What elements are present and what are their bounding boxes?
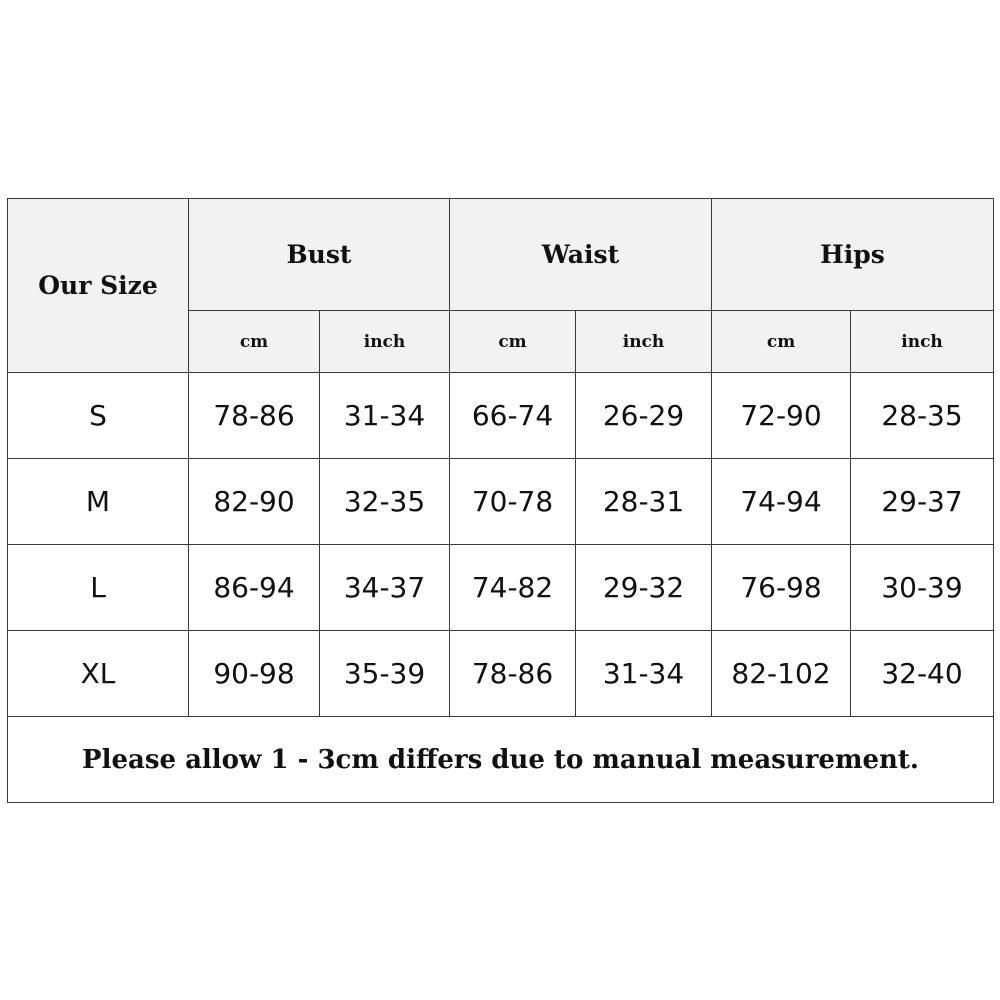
value-cell: 76-98 xyxy=(712,545,851,631)
table-row xyxy=(8,545,994,631)
value-cell: 86-94 xyxy=(189,545,320,631)
value-cell: 82-90 xyxy=(189,459,320,545)
value-cell: 31-34 xyxy=(576,631,712,717)
unit-header: inch xyxy=(851,311,994,373)
value-cell: 26-29 xyxy=(576,373,712,459)
value-cell: 70-78 xyxy=(450,459,576,545)
our-size-header: Our Size xyxy=(8,199,189,373)
value-cell: 74-82 xyxy=(450,545,576,631)
unit-header: inch xyxy=(576,311,712,373)
value-cell: 30-39 xyxy=(851,545,994,631)
unit-header: cm xyxy=(712,311,851,373)
value-cell: 28-35 xyxy=(851,373,994,459)
unit-header: cm xyxy=(450,311,576,373)
value-cell: 66-74 xyxy=(450,373,576,459)
note-row xyxy=(8,717,994,803)
hips-header: Hips xyxy=(712,199,994,311)
value-cell: 72-90 xyxy=(712,373,851,459)
value-cell: 28-31 xyxy=(576,459,712,545)
table-row xyxy=(8,631,994,717)
size-cell: XL xyxy=(8,631,189,717)
waist-header: Waist xyxy=(450,199,712,311)
measurement-note: Please allow 1 - 3cm differs due to manual measurement. xyxy=(8,717,994,803)
value-cell: 78-86 xyxy=(189,373,320,459)
size-cell: L xyxy=(8,545,189,631)
value-cell: 31-34 xyxy=(320,373,450,459)
header-group-row xyxy=(8,199,994,311)
value-cell: 34-37 xyxy=(320,545,450,631)
size-cell: S xyxy=(8,373,189,459)
bust-header: Bust xyxy=(189,199,450,311)
unit-header: cm xyxy=(189,311,320,373)
value-cell: 35-39 xyxy=(320,631,450,717)
size-cell: M xyxy=(8,459,189,545)
value-cell: 29-37 xyxy=(851,459,994,545)
value-cell: 78-86 xyxy=(450,631,576,717)
value-cell: 32-35 xyxy=(320,459,450,545)
table-row xyxy=(8,373,994,459)
size-chart-table xyxy=(7,198,994,803)
table-row xyxy=(8,459,994,545)
value-cell: 32-40 xyxy=(851,631,994,717)
value-cell: 29-32 xyxy=(576,545,712,631)
value-cell: 90-98 xyxy=(189,631,320,717)
value-cell: 74-94 xyxy=(712,459,851,545)
value-cell: 82-102 xyxy=(712,631,851,717)
unit-header: inch xyxy=(320,311,450,373)
